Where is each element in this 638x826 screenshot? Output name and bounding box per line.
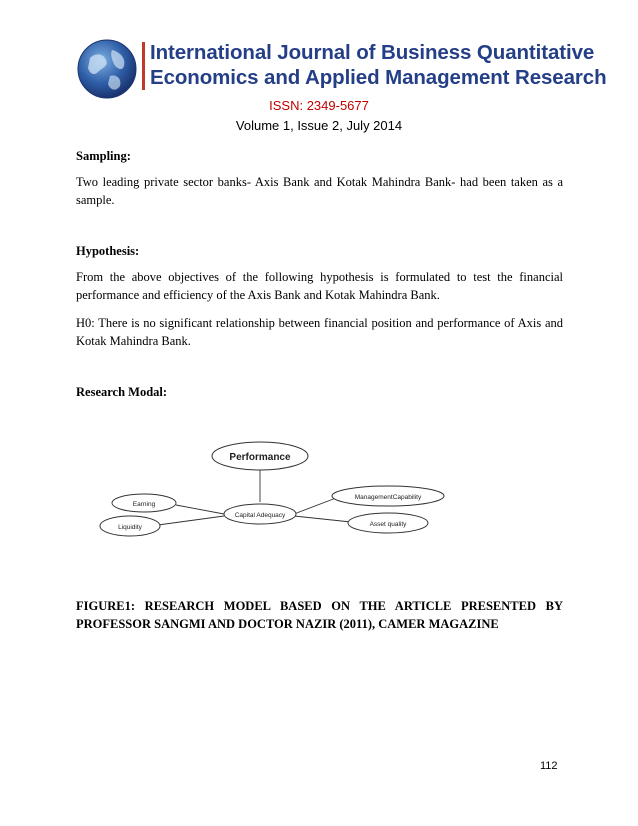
journal-title-line1: International Journal of Business Quantitative (150, 41, 595, 64)
title-accent-bar (142, 42, 145, 90)
node-management-label: ManagementCapability (354, 494, 422, 501)
hypothesis-body: From the above objectives of the following hypothesis is formulated to test the financial performance and efficiency of the Axis Bank and Kotak Mahindra Bank. (76, 270, 563, 302)
edge-liquidity-capital (158, 516, 224, 525)
node-asset-label: Asset quality (369, 521, 407, 528)
journal-header (0, 0, 638, 140)
issn: ISSN: 2349-5677 (269, 98, 369, 113)
node-performance-label: Performance (229, 452, 291, 463)
research-model-heading: Research Modal: (76, 385, 168, 399)
node-capital-label: Capital Adequacy (234, 512, 286, 519)
sampling-heading: Sampling: (76, 149, 131, 163)
node-earning-label: Earning (132, 501, 156, 508)
edge-earning-capital (176, 505, 224, 514)
edge-capital-management (294, 498, 336, 514)
globe-logo-icon (76, 38, 138, 100)
sampling-body: Two leading private sector banks- Axis Bank and Kotak Mahindra Bank- had been taken as a sample. (76, 175, 563, 207)
figure-caption: FIGURE1: RESEARCH MODEL BASED ON THE ARTICLE PRESENTED BY PROFESSOR SANGMI AND DOCTOR NAZIR (2011), CAMER MAGAZINE (76, 599, 563, 631)
hypothesis-h0: H0: There is no significant relationship between financial position and performance of Axis and Kotak Mahindra Bank. (76, 316, 563, 348)
volume-info: Volume 1, Issue 2, July 2014 (235, 118, 403, 133)
node-liquidity-label: Liquidity (118, 524, 142, 531)
hypothesis-heading: Hypothesis: (76, 244, 140, 258)
journal-title-line2: Economics and Applied Management Research (150, 66, 607, 89)
page-number: 112 (540, 760, 558, 772)
research-model-diagram (96, 438, 446, 548)
edge-capital-asset (294, 516, 351, 522)
journal-title (150, 40, 607, 90)
